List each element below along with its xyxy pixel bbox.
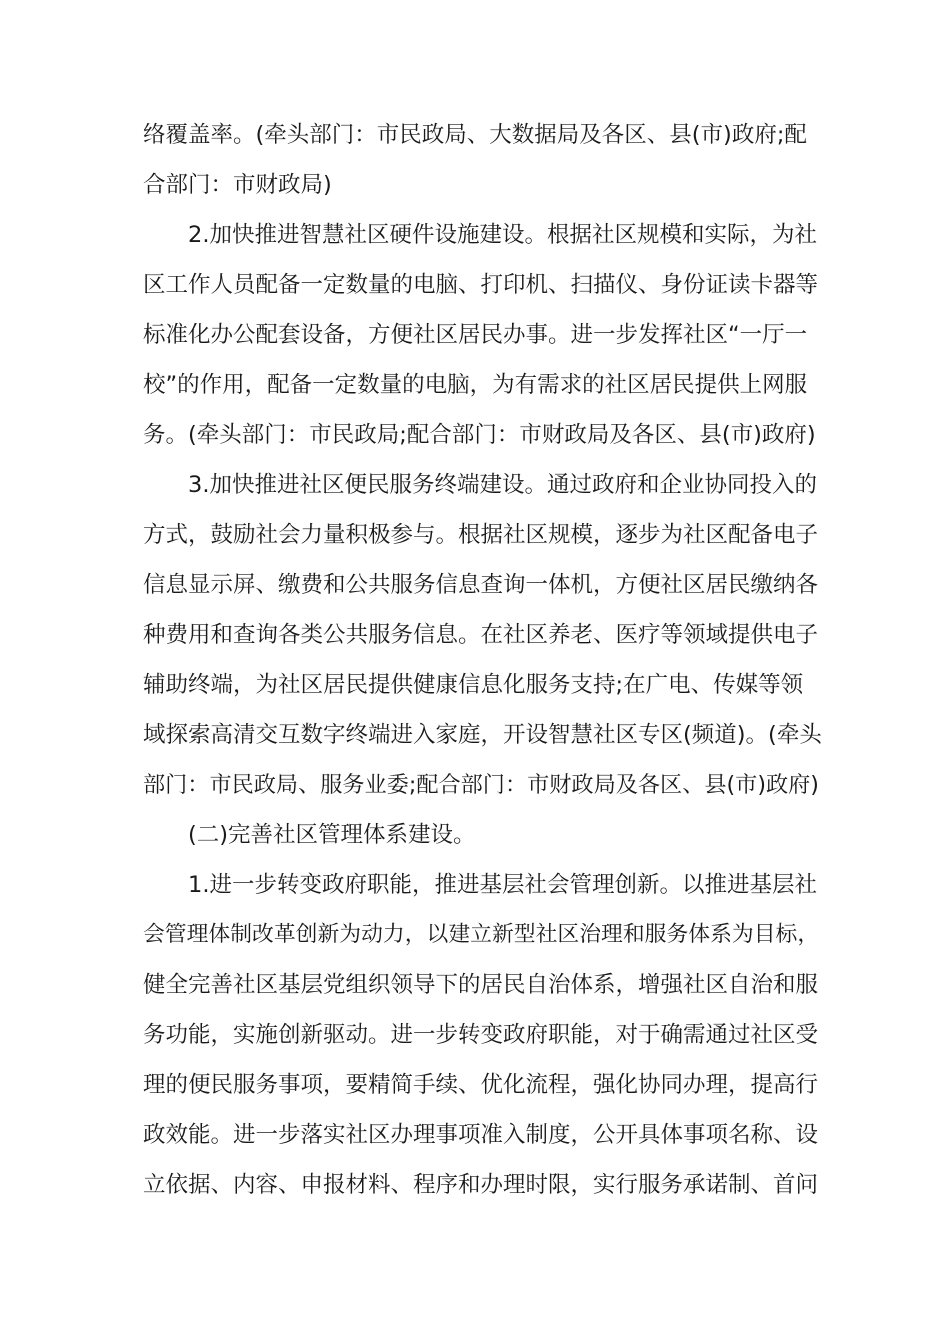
text-line: 种费用和查询各类公共服务信息。在社区养老、医疗等领域提供电子 <box>143 622 819 648</box>
text-line: 3.加快推进社区便民服务终端建设。通过政府和企业协同投入的 <box>188 472 817 498</box>
text-line: 2.加快推进智慧社区硬件设施建设。根据社区规模和实际，为社 <box>188 222 817 248</box>
text-line: 务功能，实施创新驱动。进一步转变政府职能，对于确需通过社区受 <box>143 1022 819 1048</box>
text-line: 合部门：市财政局) <box>143 172 332 198</box>
text-line: 络覆盖率。(牵头部门：市民政局、大数据局及各区、县(市)政府;配 <box>143 122 807 148</box>
text-line: 立依据、内容、申报材料、程序和办理时限，实行服务承诺制、首问 <box>143 1172 819 1198</box>
text-line: 域探索高清交互数字终端进入家庭，开设智慧社区专区(频道)。(牵头 <box>143 722 822 748</box>
text-line: 校”的作用，配备一定数量的电脑，为有需求的社区居民提供上网服 <box>143 372 808 398</box>
text-line: 部门：市民政局、服务业委;配合部门：市财政局及各区、县(市)政府) <box>143 772 819 798</box>
text-line: 政效能。进一步落实社区办理事项准入制度，公开具体事项名称、设 <box>143 1122 819 1148</box>
text-line: 务。(牵头部门：市民政局;配合部门：市财政局及各区、县(市)政府) <box>143 422 816 448</box>
section-heading: (二)完善社区管理体系建设。 <box>188 822 476 848</box>
text-line: 区工作人员配备一定数量的电脑、打印机、扫描仪、身份证读卡器等 <box>143 272 819 298</box>
text-line: 辅助终端，为社区居民提供健康信息化服务支持;在广电、传媒等领 <box>143 672 804 698</box>
text-line: 健全完善社区基层党组织领导下的居民自治体系，增强社区自治和服 <box>143 972 819 998</box>
text-line: 1.进一步转变政府职能，推进基层社会管理创新。以推进基层社 <box>188 872 817 898</box>
text-line: 会管理体制改革创新为动力，以建立新型社区治理和服务体系为目标， <box>143 922 820 947</box>
text-line: 标准化办公配套设备，方便社区居民办事。进一步发挥社区“一厅一 <box>143 322 808 348</box>
text-line: 方式，鼓励社会力量积极参与。根据社区规模，逐步为社区配备电子 <box>143 522 819 548</box>
text-line: 理的便民服务事项，要精简手续、优化流程，强化协同办理，提高行 <box>143 1072 819 1098</box>
body-text <box>143 110 823 1210</box>
text-line: 信息显示屏、缴费和公共服务信息查询一体机，方便社区居民缴纳各 <box>143 572 819 598</box>
